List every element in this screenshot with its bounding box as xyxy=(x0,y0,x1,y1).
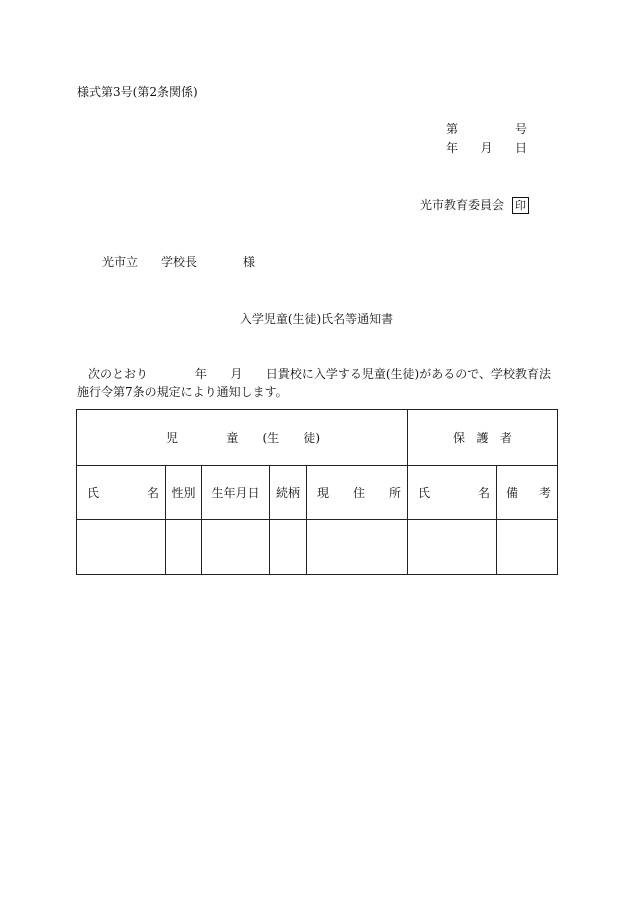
column-header-student-name xyxy=(77,466,166,520)
label-spacing xyxy=(465,431,476,445)
label-segment: 学校長 xyxy=(161,255,198,269)
label-spacing xyxy=(207,367,230,381)
issuer-name: 光市教育委員会 xyxy=(420,198,505,212)
student-name-label xyxy=(87,486,159,500)
label-spacing xyxy=(493,141,515,155)
document-title: 入学児童(生徒)氏名等通知書 xyxy=(239,312,394,326)
label-spacing xyxy=(238,431,262,445)
guardian-name-label xyxy=(418,486,490,500)
label-spacing xyxy=(279,431,303,445)
label-segment: 年 xyxy=(194,367,207,381)
table-cell xyxy=(497,520,558,575)
label-segment: 氏 xyxy=(87,485,100,500)
label-spacing xyxy=(148,367,195,381)
label-segment: 保 xyxy=(453,430,466,445)
label-spacing xyxy=(365,486,389,500)
column-header-gender xyxy=(166,466,202,520)
label-segment: 童 xyxy=(226,430,239,445)
table-column-header-row xyxy=(77,466,558,520)
label-spacing xyxy=(518,486,539,500)
label-segment: 次のとおり xyxy=(88,367,149,381)
label-segment: 児 xyxy=(166,430,179,445)
label-segment: 徒) xyxy=(303,430,321,445)
body-text-line-2: 施行令第7条の規定により通知します。 xyxy=(77,385,288,399)
table-cell xyxy=(307,520,408,575)
label-segment: 名 xyxy=(146,485,159,500)
label-segment: 続柄 xyxy=(275,485,300,500)
child-group-label xyxy=(166,431,320,445)
addressee-line xyxy=(102,255,255,269)
gender-label xyxy=(166,486,201,500)
table-cell xyxy=(270,520,307,575)
label-spacing xyxy=(197,255,243,269)
label-segment: 名 xyxy=(478,485,491,500)
label-segment: 所 xyxy=(389,485,402,500)
table-cell xyxy=(77,520,166,575)
birthdate-label xyxy=(202,486,269,500)
guardian-group-header xyxy=(408,410,558,466)
label-segment: 光市立 xyxy=(102,255,139,269)
label-segment: 号 xyxy=(514,122,527,136)
label-segment: 性別 xyxy=(171,485,196,500)
child-group-header xyxy=(77,410,408,466)
student-info-table xyxy=(76,409,558,575)
document-number-field xyxy=(446,122,527,136)
label-segment: 備 xyxy=(506,485,519,500)
label-segment: 年 xyxy=(446,141,459,155)
label-spacing xyxy=(430,486,478,500)
label-spacing xyxy=(329,486,353,500)
label-segment: 日 xyxy=(515,141,528,155)
column-header-address xyxy=(307,466,408,520)
label-segment: 氏 xyxy=(418,485,431,500)
label-spacing xyxy=(138,255,161,269)
label-segment: 住 xyxy=(353,485,366,500)
label-segment: 月 xyxy=(230,367,243,381)
table-group-header-row xyxy=(77,410,558,466)
label-segment: 月 xyxy=(480,141,493,155)
label-spacing xyxy=(99,486,147,500)
remarks-label xyxy=(506,486,551,500)
label-segment: 護 xyxy=(476,430,489,445)
label-spacing xyxy=(178,431,226,445)
label-segment: 生年月日 xyxy=(211,485,260,500)
label-segment: 考 xyxy=(539,485,552,500)
form-number: 様式第3号(第2条関係) xyxy=(77,85,198,99)
label-segment: (生 xyxy=(262,430,280,445)
column-header-birthdate xyxy=(202,466,270,520)
label-segment: 様 xyxy=(242,255,255,269)
issue-date-field xyxy=(446,141,527,155)
label-segment: 現 xyxy=(317,485,330,500)
table-row xyxy=(77,520,558,575)
label-spacing xyxy=(489,431,500,445)
label-spacing xyxy=(458,141,480,155)
label-segment: 者 xyxy=(500,430,513,445)
table-cell xyxy=(202,520,270,575)
label-spacing xyxy=(242,367,265,381)
column-header-guardian-name xyxy=(408,466,497,520)
label-spacing xyxy=(458,122,515,136)
column-header-relationship xyxy=(270,466,307,520)
table-cell xyxy=(166,520,202,575)
column-header-remarks xyxy=(497,466,558,520)
address-label xyxy=(317,486,401,500)
label-segment: 第 xyxy=(446,122,459,136)
seal-mark: 印 xyxy=(512,197,529,214)
label-segment: 日貴校に入学する児童(生徒)があるので、学校教育法 xyxy=(265,367,551,381)
relationship-label xyxy=(270,486,306,500)
body-text-line-1 xyxy=(88,367,551,381)
table-cell xyxy=(408,520,497,575)
guardian-group-label xyxy=(453,431,512,445)
